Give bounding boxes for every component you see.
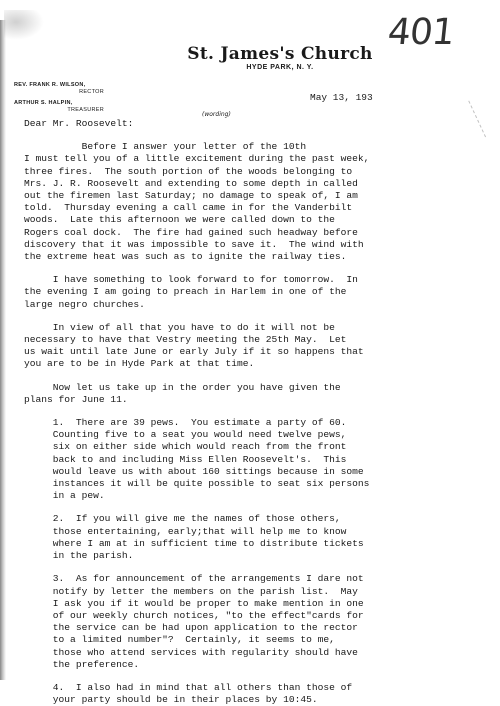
text-line: discovery that it was impossible to save it. The wind with [24,238,364,250]
officer-treasurer [14,100,106,114]
text-line: told. Thursday evening a call came in for the Vanderbilt [24,202,353,214]
text-line: the extreme heat was such as to ignite the railway ties. [24,251,347,263]
officer-name: REV. FRANK R. WILSON, [14,82,86,88]
text-line: to a limited number"? Certainly, it seems to me, [24,634,335,646]
paragraph-gap [24,671,494,682]
handwritten-number: 401 [385,12,456,53]
text-line: Counting five to a seat you would need twelve pews, [24,429,347,441]
officer-role: TREASURER [67,107,104,113]
text-line: woods. Late this afternoon we were called down to the [24,214,335,226]
text-line: notify by letter the members on the parish list. May [24,585,358,597]
paragraph [24,274,494,311]
paragraph [24,382,494,406]
text-line: three fires. The south portion of the woods belonging to [24,165,353,177]
text-line: the evening I am going to preach in Harlem in one of the [24,286,347,298]
paragraph-gap [24,263,494,274]
text-line: your party should be in their places by 10:45. [24,694,318,706]
text-line: the preference. [24,658,140,670]
salutation: Dear Mr. Roosevelt: [24,118,134,129]
text-line: the service can be had upon application to the rector [24,622,358,634]
officer-rector [14,82,106,96]
handwritten-insert: (wording) [202,111,231,118]
text-line: 3. As for announcement of the arrangements I dare not [24,573,364,585]
paragraph-gap [24,562,494,573]
text-line: out the firemen last Saturday; no damage to speak of, I am [24,190,358,202]
text-line: I have something to look forward to for tomorrow. In [24,274,358,286]
officer-name: ARTHUR S. HALPIN, [14,100,73,106]
paragraph [24,513,494,562]
paragraph-gap [24,130,494,141]
paragraph-gap [24,371,494,382]
text-line: in a pew. [24,490,105,502]
text-line: in the parish. [24,550,134,562]
paragraph [24,141,494,263]
paragraph-gap [24,311,494,322]
text-line: back to and including Miss Ellen Roosevelt's. This [24,453,347,465]
paragraph [24,322,494,371]
text-line: 4. I also had in mind that all others than those of [24,681,353,693]
text-line: Now let us take up in the order you have given the [24,381,341,393]
text-line: I must tell you of a little excitement during the past week, [24,153,370,165]
paragraph [24,417,494,502]
letter-body [24,111,494,706]
page-edge-shadow [0,20,6,680]
text-line: large negro churches. [24,298,145,310]
letterhead-title: St. James's Church [187,44,373,64]
letter-date: May 13, 193 [310,92,373,103]
text-line: would leave us with about 160 sittings because in some [24,465,364,477]
text-line: 1. There are 39 pews. You estimate a party of 60. [24,417,347,429]
text-line: plans for June 11. [24,393,128,405]
text-line: six on either side which would reach from the front [24,441,347,453]
text-line: Rogers coal dock. The fire had gained such headway before [24,226,358,238]
text-line: Before I answer your letter of the 10th [24,141,307,153]
letterhead-location: HYDE PARK, N. Y. [246,64,314,71]
text-line: of our weekly church notices, "to the effect"cards for [24,609,364,621]
text-line: Mrs. J. R. Roosevelt and extending to some depth in called [24,177,358,189]
text-line: you are to be in Hyde Park at that time. [24,358,255,370]
paragraph-gap [24,406,494,417]
officer-role: RECTOR [79,89,104,95]
text-line: necessary to have that Vestry meeting the 25th May. Let [24,334,347,346]
text-line: 2. If you will give me the names of those others, [24,513,341,525]
text-line: where I am at in sufficient time to distribute tickets [24,537,364,549]
corner-smudge [4,10,44,40]
text-line: us wait until late June or early July if it so happens that [24,346,364,358]
text-line: In view of all that you have to do it will not be [24,321,335,333]
text-line: those entertaining, early;that will help me to know [24,525,347,537]
text-line: instances it will be quite possible to seat six persons [24,478,370,490]
text-line: I ask you if it would be proper to make mention in one [24,597,364,609]
paragraph-gap [24,502,494,513]
text-line: those who attend services with regularity should have [24,646,358,658]
